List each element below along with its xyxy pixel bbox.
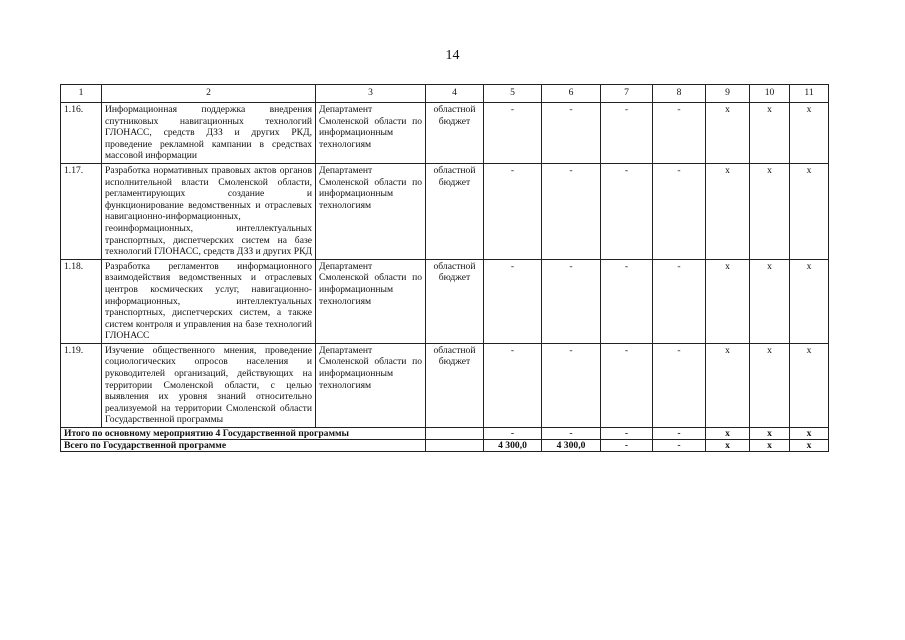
col-header-4: 4 xyxy=(426,85,484,103)
col-header-6: 6 xyxy=(542,85,601,103)
value-col-6: - xyxy=(542,103,601,164)
col-header-2: 2 xyxy=(102,85,316,103)
table-row xyxy=(61,163,829,259)
value-col-9: х xyxy=(706,103,750,164)
subtotal-col-9: х xyxy=(706,428,750,440)
responsible-executor: Департамент Смоленской области по информационным технологиям xyxy=(316,103,426,164)
grand-total-col-11: х xyxy=(790,440,829,452)
value-col-10: х xyxy=(750,259,790,343)
value-col-7: - xyxy=(601,163,653,259)
col-header-8: 8 xyxy=(653,85,706,103)
responsible-executor: Департамент Смоленской области по информационным технологиям xyxy=(316,343,426,427)
value-col-11: х xyxy=(790,343,829,427)
table-row xyxy=(61,103,829,164)
value-col-10: х xyxy=(750,103,790,164)
value-col-9: х xyxy=(706,343,750,427)
value-col-5: - xyxy=(484,163,542,259)
value-col-9: х xyxy=(706,163,750,259)
subtotal-col-10: х xyxy=(750,428,790,440)
col-header-5: 5 xyxy=(484,85,542,103)
measure-description: Информационная поддержка внедрения спутниковых навигационных технологий ГЛОНАСС, средств ДЗЗ и других РКД, проведение рекламной кампании в средствах массовой информации xyxy=(102,103,316,164)
value-col-5: - xyxy=(484,103,542,164)
value-col-11: х xyxy=(790,259,829,343)
value-col-5: - xyxy=(484,259,542,343)
row-number: 1.17. xyxy=(61,163,102,259)
page-number: 14 xyxy=(445,48,460,63)
table-body xyxy=(61,103,829,452)
table-row xyxy=(61,343,829,427)
funding-source: областной бюджет xyxy=(426,163,484,259)
grand-total-col-6: 4 300,0 xyxy=(542,440,601,452)
responsible-executor: Департамент Смоленской области по информационным технологиям xyxy=(316,259,426,343)
value-col-8: - xyxy=(653,103,706,164)
value-col-10: х xyxy=(750,163,790,259)
value-col-11: х xyxy=(790,103,829,164)
subtotal-col-5: - xyxy=(484,428,542,440)
value-col-9: х xyxy=(706,259,750,343)
value-col-7: - xyxy=(601,343,653,427)
subtotal-col-6: - xyxy=(542,428,601,440)
subtotal-col-11: х xyxy=(790,428,829,440)
grand-total-row xyxy=(61,440,829,452)
funding-source: областной бюджет xyxy=(426,343,484,427)
measure-description: Разработка регламентов информационного взаимодействия ведомственных и отраслевых центров космических услуг, навигационно-информационных, интеллектуальных транспортных, диспетчерских систем, а также систем контроля и управления на базе технологий ГЛОНАСС xyxy=(102,259,316,343)
subtotal-col-8: - xyxy=(653,428,706,440)
measure-description: Изучение общественного мнения, проведение социологических опросов населения и руководителей организаций, действующих на территории Смоленской области, с целью выявления их уровня знаний относительно реализуемой на территории Смоленской области Государственной программы xyxy=(102,343,316,427)
grand-total-label: Всего по Государственной программе xyxy=(61,440,426,452)
funding-source: областной бюджет xyxy=(426,103,484,164)
subtotal-col-7: - xyxy=(601,428,653,440)
value-col-8: - xyxy=(653,259,706,343)
grand-total-source-empty xyxy=(426,440,484,452)
col-header-3: 3 xyxy=(316,85,426,103)
value-col-7: - xyxy=(601,259,653,343)
grand-total-col-7: - xyxy=(601,440,653,452)
table-row xyxy=(61,259,829,343)
grand-total-col-8: - xyxy=(653,440,706,452)
funding-source: областной бюджет xyxy=(426,259,484,343)
row-number: 1.18. xyxy=(61,259,102,343)
col-header-11: 11 xyxy=(790,85,829,103)
value-col-6: - xyxy=(542,259,601,343)
value-col-5: - xyxy=(484,343,542,427)
value-col-7: - xyxy=(601,103,653,164)
col-header-10: 10 xyxy=(750,85,790,103)
grand-total-col-10: х xyxy=(750,440,790,452)
table-header xyxy=(61,85,829,103)
measure-description: Разработка нормативных правовых актов органов исполнительной власти Смоленской области, регламентирующих создание и функционирование ведомственных и отраслевых навигационно-информационных, геоинформационных, интеллектуальных транспортных, диспетчерских систем на базе технологий ГЛОНАСС, средств ДЗЗ и других РКД xyxy=(102,163,316,259)
value-col-8: - xyxy=(653,343,706,427)
responsible-executor: Департамент Смоленской области по информационным технологиям xyxy=(316,163,426,259)
program-table xyxy=(60,84,829,452)
value-col-8: - xyxy=(653,163,706,259)
col-header-9: 9 xyxy=(706,85,750,103)
subtotal-row xyxy=(61,428,829,440)
grand-total-col-5: 4 300,0 xyxy=(484,440,542,452)
col-header-7: 7 xyxy=(601,85,653,103)
header-row xyxy=(61,85,829,103)
col-header-1: 1 xyxy=(61,85,102,103)
value-col-10: х xyxy=(750,343,790,427)
value-col-6: - xyxy=(542,163,601,259)
row-number: 1.16. xyxy=(61,103,102,164)
value-col-11: х xyxy=(790,163,829,259)
grand-total-col-9: х xyxy=(706,440,750,452)
subtotal-source-empty xyxy=(426,428,484,440)
value-col-6: - xyxy=(542,343,601,427)
row-number: 1.19. xyxy=(61,343,102,427)
subtotal-label: Итого по основному мероприятию 4 Государственной программы xyxy=(61,428,426,440)
